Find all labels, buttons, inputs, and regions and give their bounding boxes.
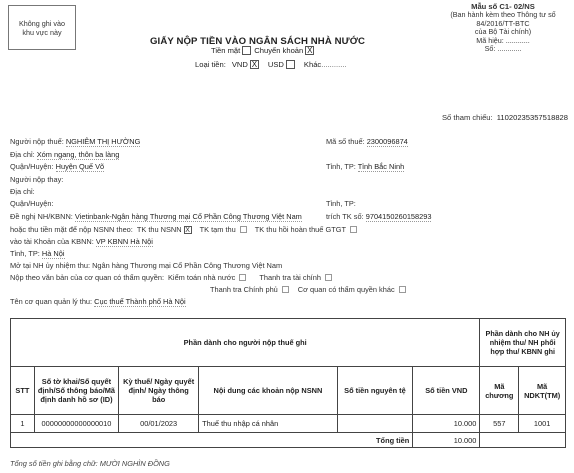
total-label: Tổng tiền bbox=[11, 433, 413, 448]
account-row bbox=[326, 212, 431, 221]
bank-name-value: Vietinbank-Ngân hàng Thương mại Cổ Phần Công Thương Việt Nam bbox=[74, 212, 302, 221]
tk-tam-thu-label: TK tạm thu bbox=[199, 225, 236, 234]
usd-checkbox[interactable] bbox=[286, 60, 295, 69]
payer-address-label: Địa chỉ: bbox=[10, 150, 35, 159]
thanh-tra-tc-label: Thanh tra tài chính bbox=[259, 273, 321, 282]
total-row bbox=[11, 433, 566, 448]
tax-code-value: 2300096874 bbox=[366, 137, 408, 146]
transfer-checkbox[interactable]: X bbox=[307, 46, 313, 55]
tax-code-row bbox=[326, 137, 408, 146]
kbnn-account-value: VP KBNN Hà Nội bbox=[95, 237, 153, 246]
tk-thu-nsnn-checkbox[interactable]: X bbox=[185, 226, 190, 234]
payer-name-label: Người nộp thuế: bbox=[10, 137, 64, 146]
reference-label: Số tham chiếu: bbox=[441, 113, 493, 122]
col-amount-fx: Số tiền nguyên tệ bbox=[337, 367, 413, 415]
payer-address-row bbox=[10, 150, 119, 159]
payer-district-value: Huyện Quế Võ bbox=[55, 162, 105, 171]
kbnn-account-label: vào tài Khoản của KBNN: bbox=[10, 237, 94, 246]
payer-province-value: Tỉnh Bắc Ninh bbox=[357, 162, 405, 171]
payer-district-row bbox=[10, 162, 104, 171]
form-code-line: của Bộ Tài chính) bbox=[474, 27, 532, 37]
proxy-district-label: Quận/Huyện: bbox=[10, 199, 54, 208]
form-code-line: 84/2016/TT-BTC bbox=[476, 18, 530, 28]
payer-section-header: Phần dành cho người nộp thuế ghi bbox=[11, 319, 480, 367]
other-currency-dots: ............ bbox=[321, 60, 347, 69]
currency-label: Loại tiền: bbox=[195, 60, 226, 69]
decision-row bbox=[10, 273, 335, 282]
col-stt: STT bbox=[11, 367, 35, 415]
total-bank-cell bbox=[480, 433, 566, 448]
tk-thu-nsnn-label: TK thu NSNN bbox=[136, 225, 182, 234]
document-title: GIẤY NỘP TIỀN VÀO NGÂN SÁCH NHÀ NƯỚC bbox=[150, 36, 366, 47]
payer-district-label: Quận/Huyện: bbox=[10, 162, 54, 171]
thanh-tra-cp-checkbox[interactable] bbox=[282, 286, 289, 293]
table-header-row bbox=[11, 367, 566, 415]
tk-tam-thu-checkbox[interactable] bbox=[240, 226, 247, 233]
account-value: 9704150260158293 bbox=[365, 212, 432, 221]
col-chapter: Mã chương bbox=[480, 367, 519, 415]
bank-section-header: Phần dành cho NH ủy nhiệm thu/ NH phối hợp thu/ KBNN ghi bbox=[480, 319, 566, 367]
total-vnd: 10.000 bbox=[413, 433, 480, 448]
agency-row bbox=[10, 297, 186, 306]
row-ndkt: 1001 bbox=[519, 415, 566, 433]
treasury-account-type-row bbox=[10, 225, 360, 234]
kbnn-province-value: Hà Nội bbox=[41, 249, 65, 258]
tax-code-label: Mã số thuế: bbox=[326, 137, 365, 146]
kbnn-province-label: Tỉnh, TP: bbox=[10, 249, 40, 258]
bank-request-row bbox=[10, 212, 302, 221]
row-period: 00/01/2023 bbox=[119, 415, 199, 433]
form-code-block bbox=[438, 3, 568, 53]
col-id: Số tờ khai/Số quyết định/Số thông báo/Mã định danh hồ sơ (ID) bbox=[34, 367, 118, 415]
payer-address-value: Xóm ngang, thôn ba làng bbox=[36, 150, 120, 159]
bank-request-label: Đề nghị NH/KBNN: bbox=[10, 212, 73, 221]
col-content: Nội dung các khoản nộp NSNN bbox=[199, 367, 337, 415]
form-code-line: (Ban hành kèm theo Thông tư số bbox=[450, 10, 556, 20]
proxy-payer-label: Người nộp thay: bbox=[10, 175, 64, 184]
row-stt: 1 bbox=[11, 415, 35, 433]
col-amount-vnd: Số tiền VND bbox=[413, 367, 480, 415]
payment-table bbox=[10, 318, 566, 448]
kiem-toan-label: Kiểm toán nhà nước bbox=[168, 273, 236, 282]
reference-value: 11020235357518828 bbox=[496, 113, 568, 122]
row-id: 00000000000000010 bbox=[34, 415, 118, 433]
payer-province-row bbox=[326, 162, 404, 171]
payer-province-label: Tỉnh, TP: bbox=[326, 162, 356, 171]
co-quan-khac-label: Cơ quan có thẩm quyền khác bbox=[297, 285, 395, 294]
payment-method-row bbox=[211, 46, 317, 55]
kiem-toan-checkbox[interactable] bbox=[239, 274, 246, 281]
kbnn-province-row bbox=[10, 249, 65, 258]
payer-name-value: NGHIÊM THỊ HƯỜNG bbox=[65, 137, 141, 146]
row-content: Thuế thu nhập cá nhân bbox=[199, 415, 337, 433]
authorized-bank: Mở tại NH ủy nhiệm thu: Ngân hàng Thương mại Cổ Phần Công Thương Việt Nam bbox=[10, 261, 283, 270]
row-amount-fx bbox=[337, 415, 413, 433]
usd-label: USD bbox=[267, 60, 284, 69]
row-amount-vnd: 10.000 bbox=[413, 415, 480, 433]
decision-row-2 bbox=[210, 285, 409, 294]
cash-checkbox[interactable] bbox=[242, 46, 251, 55]
tk-hoan-thue-checkbox[interactable] bbox=[350, 226, 357, 233]
cash-payment-label: hoặc thu tiền mặt để nộp NSNN theo: bbox=[10, 225, 133, 234]
other-currency-label: Khác bbox=[303, 60, 322, 69]
form-code-title: Mẫu số C1- 02/NS bbox=[471, 2, 535, 11]
tk-hoan-thue-label: TK thu hồi hoàn thuế GTGT bbox=[254, 225, 346, 234]
form-code-so: Số: ............ bbox=[484, 44, 522, 54]
agency-value: Cục thuế Thành phố Hà Nội bbox=[94, 297, 186, 306]
col-period: Kỳ thuế/ Ngày quyết định/ Ngày thông báo bbox=[119, 367, 199, 415]
decision-label: Nộp theo văn bản của cơ quan có thẩm quyền: bbox=[10, 273, 164, 282]
cash-label: Tiền mặt bbox=[211, 46, 241, 55]
reserved-area-box: Không ghi vào khu vực này bbox=[8, 5, 76, 50]
agency-label: Tên cơ quan quản lý thu: bbox=[10, 297, 95, 306]
currency-row bbox=[195, 60, 347, 69]
transfer-label: Chuyển khoản bbox=[254, 46, 304, 55]
form-code-ma-hieu: Mã hiệu: ............ bbox=[476, 35, 530, 45]
amount-in-words: Tổng số tiền ghi bằng chữ: MƯỜI NGHÌN ĐỒNG bbox=[10, 459, 170, 468]
account-label: trích TK số: bbox=[326, 212, 364, 221]
thanh-tra-tc-checkbox[interactable] bbox=[325, 274, 332, 281]
vnd-checkbox[interactable]: X bbox=[251, 60, 258, 69]
proxy-address-label: Địa chỉ: bbox=[10, 187, 35, 196]
co-quan-khac-checkbox[interactable] bbox=[399, 286, 406, 293]
table-row bbox=[11, 415, 566, 433]
row-chapter: 557 bbox=[480, 415, 519, 433]
kbnn-account-row bbox=[10, 237, 153, 246]
payer-name-row bbox=[10, 137, 140, 146]
col-ndkt: Mã NDKT(TM) bbox=[519, 367, 566, 415]
proxy-province-label: Tỉnh, TP: bbox=[326, 199, 356, 208]
vnd-label: VND bbox=[231, 60, 248, 69]
table-section-row bbox=[11, 319, 566, 367]
reference-number bbox=[442, 113, 568, 122]
thanh-tra-cp-label: Thanh tra Chính phủ bbox=[210, 285, 278, 294]
